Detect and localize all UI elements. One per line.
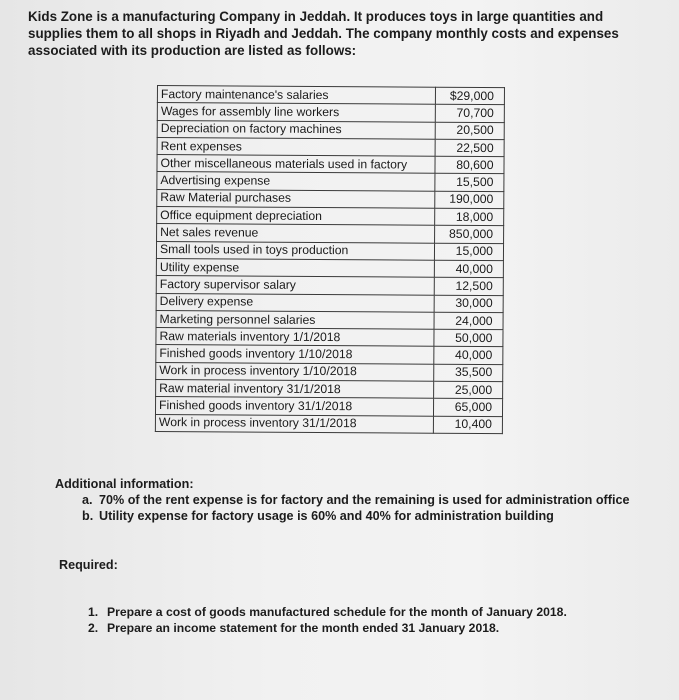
task-text: Prepare a cost of goods manufactured schedule for the month of January 2018. xyxy=(107,605,567,619)
required-task-2 xyxy=(88,620,648,636)
cost-item-label: Office equipment depreciation xyxy=(157,207,435,226)
cost-item-label: Depreciation on factory machines xyxy=(157,120,435,139)
cost-item-label: Work in process inventory 1/10/2018 xyxy=(156,362,434,381)
cost-item-amount: 65,000 xyxy=(433,399,502,417)
table-row xyxy=(157,155,504,174)
cost-item-amount: 190,000 xyxy=(435,191,504,209)
cost-item-amount: 12,500 xyxy=(434,277,503,295)
cost-item-amount: 70,700 xyxy=(435,104,504,122)
additional-heading: Additional information: xyxy=(55,477,194,491)
cost-item-label: Rent expenses xyxy=(157,137,435,156)
list-marker: 1. xyxy=(88,605,99,619)
cost-item-amount: 24,000 xyxy=(434,312,503,330)
cost-item-label: Delivery expense xyxy=(156,293,434,312)
cost-item-amount: 20,500 xyxy=(435,122,504,140)
cost-item-amount: 40,000 xyxy=(434,260,503,278)
cost-item-label: Net sales revenue xyxy=(157,224,435,243)
cost-item-label: Raw materials inventory 1/1/2018 xyxy=(156,328,434,347)
cost-item-amount: 30,000 xyxy=(434,295,503,313)
intro-paragraph xyxy=(28,8,658,59)
cost-item-label: Raw material inventory 31/1/2018 xyxy=(156,380,434,399)
table-row xyxy=(155,397,502,416)
cost-item-amount: 10,400 xyxy=(433,416,502,434)
table-row xyxy=(157,224,504,243)
table-row xyxy=(157,86,504,105)
cost-item-label: Factory supervisor salary xyxy=(156,276,434,295)
cost-item-amount: 15,500 xyxy=(435,174,504,192)
table-row xyxy=(156,276,503,295)
cost-item-amount: $29,000 xyxy=(435,87,504,105)
table-row xyxy=(157,103,504,122)
table-row xyxy=(155,414,502,433)
table-row xyxy=(157,137,504,156)
additional-item-text: 70% of the rent expense is for factory and the remaining is used for administration office xyxy=(99,493,630,507)
table-row xyxy=(157,189,504,208)
table-row xyxy=(156,241,503,260)
table-row xyxy=(156,293,503,312)
costs-table xyxy=(155,85,505,434)
cost-item-amount: 50,000 xyxy=(434,329,503,347)
cost-item-label: Small tools used in toys production xyxy=(156,241,434,260)
intro-text: Kids Zone is a manufacturing Company in Jeddah. It produces toys in large quantities and supplies them to all shops in Riyadh and Jeddah. The company monthly costs and expenses associated with its production are listed as follows: xyxy=(28,9,619,58)
cost-item-label: Other miscellaneous materials used in factory xyxy=(157,155,435,174)
table-row xyxy=(156,345,503,364)
required-task-list xyxy=(88,604,648,636)
cost-item-label: Finished goods inventory 1/10/2018 xyxy=(156,345,434,364)
cost-item-amount: 15,000 xyxy=(434,243,503,261)
cost-item-label: Advertising expense xyxy=(157,172,435,191)
list-marker: b. xyxy=(82,509,94,523)
additional-item-text: Utility expense for factory usage is 60% and 40% for administration building xyxy=(99,509,554,523)
cost-item-label: Wages for assembly line workers xyxy=(157,103,435,122)
cost-item-label: Work in process inventory 31/1/2018 xyxy=(155,414,433,433)
cost-item-label: Marketing personnel salaries xyxy=(156,310,434,329)
required-task-1 xyxy=(88,604,648,620)
cost-item-amount: 40,000 xyxy=(434,347,503,365)
table-row xyxy=(157,172,504,191)
table-row xyxy=(156,310,503,329)
costs-table-body xyxy=(155,86,504,434)
table-row xyxy=(156,362,503,381)
cost-item-label: Utility expense xyxy=(156,258,434,277)
cost-item-amount: 850,000 xyxy=(435,226,504,244)
cost-item-label: Finished goods inventory 31/1/2018 xyxy=(155,397,433,416)
cost-item-amount: 35,500 xyxy=(434,364,503,382)
table-row xyxy=(157,120,504,139)
additional-list xyxy=(55,492,655,524)
table-row xyxy=(156,380,503,399)
required-heading: Required: xyxy=(59,558,118,572)
task-text: Prepare an income statement for the month ended 31 January 2018. xyxy=(107,621,500,635)
additional-item-a xyxy=(82,492,655,508)
additional-item-b xyxy=(82,508,655,524)
list-marker: 2. xyxy=(88,621,99,635)
cost-item-amount: 80,600 xyxy=(435,156,504,174)
additional-information xyxy=(55,476,655,524)
cost-item-amount: 22,500 xyxy=(435,139,504,157)
table-row xyxy=(156,258,503,277)
cost-item-label: Raw Material purchases xyxy=(157,189,435,208)
cost-item-amount: 18,000 xyxy=(435,208,504,226)
table-row xyxy=(156,328,503,347)
list-marker: a. xyxy=(82,493,93,507)
table-row xyxy=(157,207,504,226)
cost-item-amount: 25,000 xyxy=(434,381,503,399)
cost-item-label: Factory maintenance's salaries xyxy=(157,86,435,105)
